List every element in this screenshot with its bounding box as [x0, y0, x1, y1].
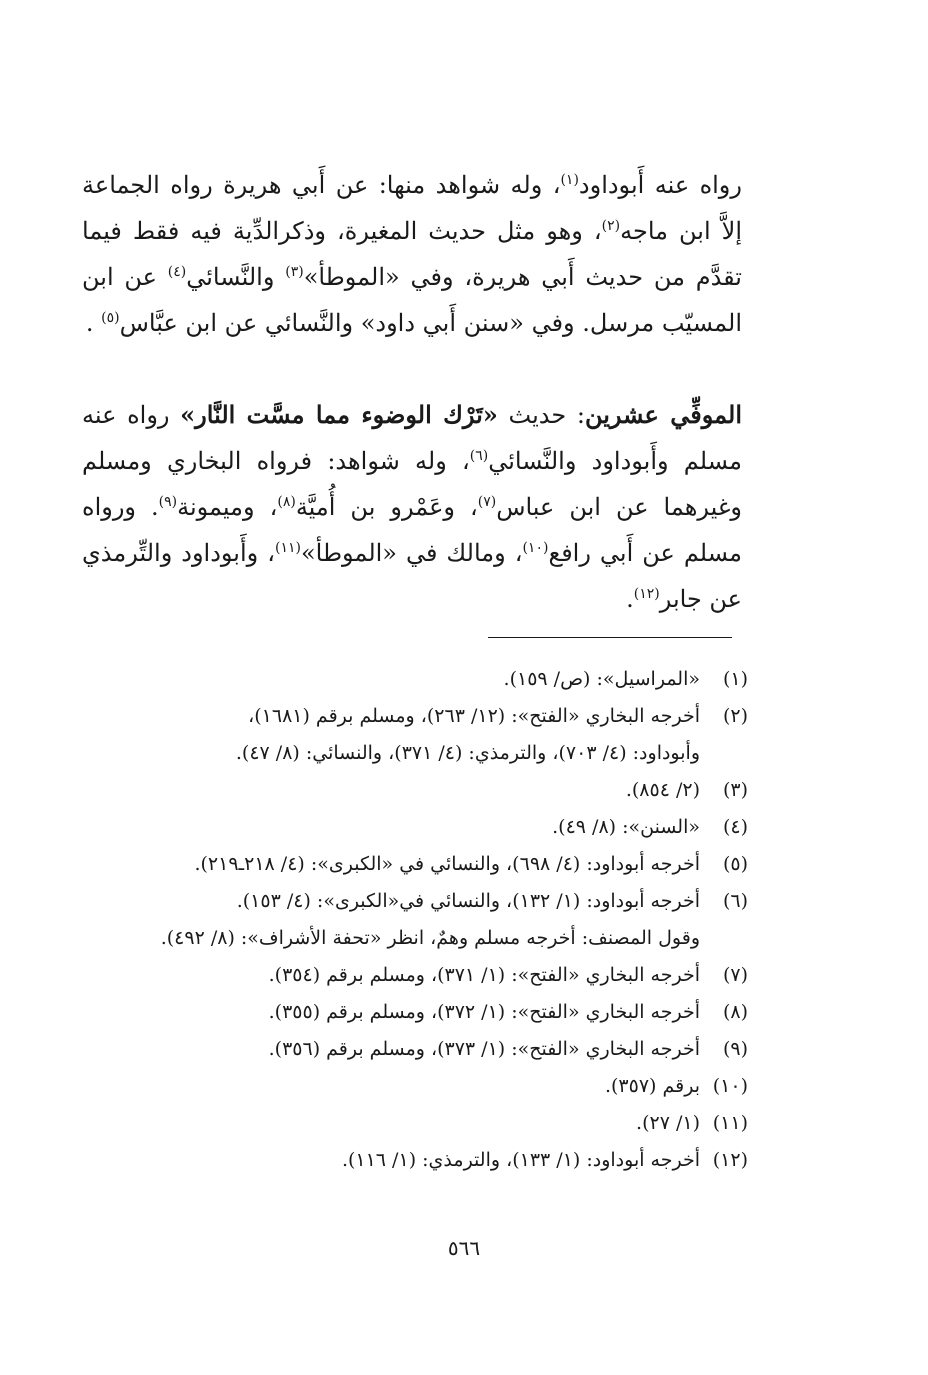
footnote-item — [88, 661, 748, 698]
text-run: رواه عنه مسلم وأَبوداود والنَّسائي — [82, 401, 742, 475]
footnote-item — [88, 883, 748, 957]
footnote-line: «المراسيل»: (ص/ ١٥٩). — [503, 668, 700, 690]
footnote-text — [88, 1031, 700, 1068]
text-run: والنَّسائي — [186, 263, 286, 291]
footnote-line: (٢/ ٨٥٤). — [625, 779, 700, 801]
footnote-item — [88, 772, 748, 809]
footnote-item — [88, 1142, 748, 1179]
main-paragraph-1 — [82, 162, 742, 346]
footnote-text — [88, 698, 700, 772]
footnote-marker: (٦) — [469, 448, 489, 464]
footnote-number: (١) — [722, 668, 748, 690]
footnote-divider — [488, 637, 732, 638]
footnote-line: أخرجه البخاري «الفتح»: (١/ ٣٧١)، ومسلم برقم (٣٥٤). — [268, 964, 700, 986]
footnote-line: وقول المصنف: أخرجه مسلم وهمٌ، انظر «تحفة الأشراف»: (٨/ ٤٩٢). — [160, 927, 700, 949]
text-run: ، ومالك في «الموطأ» — [300, 539, 523, 567]
footnote-number: (٧) — [722, 964, 748, 986]
footnote-text — [88, 661, 700, 698]
footnote-marker: (١٠) — [522, 540, 549, 556]
footnote-marker: (٢) — [601, 218, 621, 234]
text-run: ، وميمونة — [177, 493, 278, 521]
footnote-number: (٢) — [722, 705, 748, 727]
page-number: ٥٦٦ — [447, 1236, 481, 1260]
footnote-text — [88, 846, 700, 883]
footnote-text — [88, 994, 700, 1031]
section-lead: الموفِّي عشرين — [584, 400, 742, 429]
text-run: عن ابن المسيّب مرسل. وفي «سنن أَبي داود» والنَّسائي عن ابن عبَّاس — [82, 263, 742, 337]
footnote-marker: (٣) — [285, 264, 304, 280]
text-run: ، وهو مثل حديث المغيرة، وذكرالدِّية فيه فقط فيما تقدَّم من حديث أَبي هريرة، وفي «الموطأ» — [82, 217, 742, 291]
footnote-item — [88, 698, 748, 772]
footnote-item — [88, 1068, 748, 1105]
footnote-line: برقم (٣٥٧). — [604, 1075, 700, 1097]
footnotes-list — [88, 661, 748, 1179]
footnote-marker: (١٢) — [633, 586, 660, 602]
footnote-marker: (٥) — [101, 310, 120, 326]
footnote-text — [88, 772, 700, 809]
text-run: ، وعَمْرو بن أُميَّة — [295, 493, 478, 521]
footnote-text — [88, 957, 700, 994]
footnote-text — [88, 1142, 700, 1179]
footnote-marker: (١) — [560, 172, 579, 188]
footnote-line: أخرجه البخاري «الفتح»: (١/ ٣٧٢)، ومسلم برقم (٣٥٥). — [268, 1001, 700, 1023]
footnote-number: (٣) — [722, 779, 748, 801]
text-run: . — [626, 585, 634, 613]
footnote-line: أخرجه أبوداود: (١/ ١٣٣)، والترمذي: (١/ ١١٦). — [341, 1149, 700, 1171]
footnote-number: (٩) — [722, 1038, 748, 1060]
footnote-item — [88, 846, 748, 883]
footnote-marker: (٨) — [277, 494, 296, 510]
text-run: : حديث — [497, 401, 585, 429]
text-run: رواه عنه أَبوداود — [578, 171, 742, 199]
footnote-line: «السنن»: (٨/ ٤٩). — [552, 816, 700, 838]
footnote-line: أخرجه أبوداود: (١/ ١٣٢)، والنسائي في«الكبرى»: (٤/ ١٥٣). — [236, 890, 700, 912]
footnote-item — [88, 994, 748, 1031]
text-run: ، وله شواهد: فرواه البخاري ومسلم وغيرهما عن ابن عباس — [82, 447, 742, 521]
footnote-line: وأبوداود: (٤/ ٧٠٣)، والترمذي: (٤/ ٣٧١)، والنسائي: (٨/ ٤٧). — [235, 742, 700, 764]
footnote-text — [88, 1068, 700, 1105]
footnote-number: (٨) — [722, 1001, 748, 1023]
footnote-line: أخرجه البخاري «الفتح»: (١٢/ ٢٦٣)، ومسلم برقم (١٦٨١)، — [248, 705, 700, 727]
footnote-item — [88, 1105, 748, 1142]
footnote-item — [88, 809, 748, 846]
text-run: ، وأَبوداود والتِّرمذي عن جابر — [82, 539, 742, 613]
footnote-item — [88, 1031, 748, 1068]
text-run: . ورواه مسلم عن أَبي رافع — [82, 493, 743, 567]
footnote-marker: (٧) — [477, 494, 497, 510]
footnote-line: (١/ ٢٧). — [636, 1112, 700, 1134]
footnote-text — [88, 883, 700, 957]
footnote-text — [88, 809, 700, 846]
footnote-number: (١١) — [712, 1112, 748, 1134]
footnote-item — [88, 957, 748, 994]
footnote-number: (١٠) — [712, 1075, 748, 1097]
footnote-marker: (١١) — [274, 540, 301, 556]
text-run: . — [85, 309, 102, 337]
footnote-number: (٤) — [722, 816, 748, 838]
main-paragraph-2 — [82, 392, 742, 622]
footnote-number: (١٢) — [712, 1149, 748, 1171]
footnote-marker: (٤) — [167, 264, 187, 280]
footnote-line: أخرجه أبوداود: (٤/ ٦٩٨)، والنسائي في «الكبرى»: (٤/ ٢١٨ـ٢١٩). — [194, 853, 700, 875]
footnote-marker: (٩) — [158, 494, 178, 510]
footnote-number: (٦) — [722, 890, 748, 912]
text-run: ، وله شواهد منها: عن أَبي هريرة رواه الجماعة إلاَّ ابن ماجه — [82, 171, 742, 245]
footnote-text — [88, 1105, 700, 1142]
hadith-title: «تَرْك الوضوء مما مسَّت النَّار» — [180, 400, 498, 429]
footnote-number: (٥) — [722, 853, 748, 875]
footnote-line: أخرجه البخاري «الفتح»: (١/ ٣٧٣)، ومسلم برقم (٣٥٦). — [268, 1038, 700, 1060]
